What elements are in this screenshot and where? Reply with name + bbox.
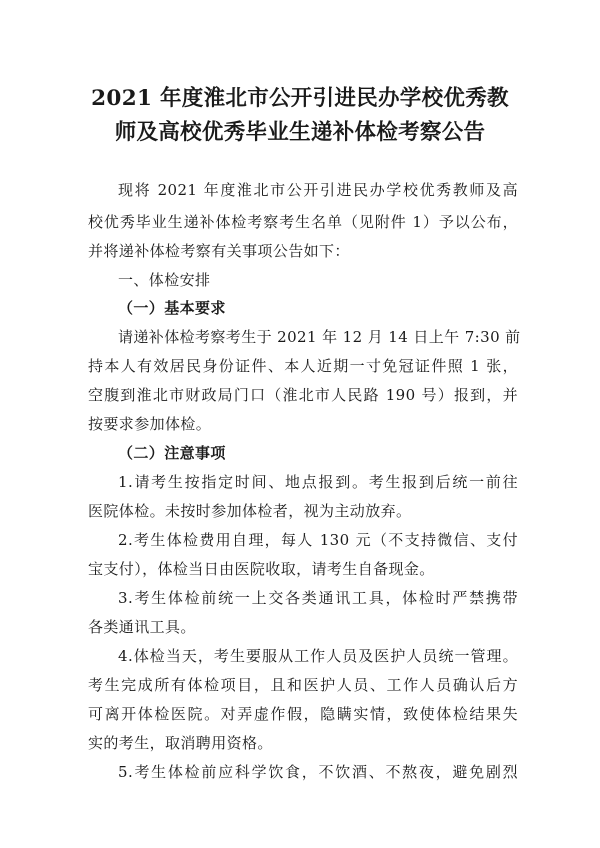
notes-line-8: 考生完成所有体检项目，且和医护人员、工作人员确认后方 — [88, 676, 518, 694]
intro-paragraph-line-2: 校优秀毕业生递补体检考察考生名单（见附件 1）予以公布， — [88, 213, 518, 231]
notes-line-2: 医院体检。未按时参加体检者，视为主动放弃。 — [88, 502, 412, 520]
notes-line-7: 4.体检当天，考生要服从工作人员及医护人员统一管理。 — [118, 647, 518, 665]
notes-line-1: 1.请考生按指定时间、地点报到。考生报到后统一前往 — [118, 473, 518, 491]
notes-line-3: 2.考生体检费用自理，每人 130 元（不支持微信、支付 — [118, 531, 518, 549]
notes-line-4: 宝支付），体检当日由医院收取，请考生自备现金。 — [88, 560, 435, 578]
section-1-heading: 一、体检安排 — [118, 271, 211, 289]
basic-requirements-line-4: 按要求参加体检。 — [88, 415, 212, 433]
notes-line-11: 5.考生体检前应科学饮食，不饮酒、不熬夜，避免剧烈 — [118, 763, 518, 781]
intro-paragraph-line-1: 现将 2021 年度淮北市公开引进民办学校优秀教师及高 — [118, 181, 518, 199]
notes-line-9: 可离开体检医院。对弄虚作假，隐瞒实情，致使体检结果失 — [88, 705, 518, 723]
notes-line-5: 3.考生体检前统一上交各类通讯工具，体检时严禁携带 — [118, 589, 518, 607]
basic-requirements-line-1: 请递补体检考察考生于 2021 年 12 月 14 日上午 7:30 前 — [118, 328, 521, 346]
subsection-1-heading: （一）基本要求 — [118, 299, 226, 317]
basic-requirements-line-2: 持本人有效居民身份证件、本人近期一寸免冠证件照 1 张， — [88, 357, 518, 375]
basic-requirements-line-3: 空腹到淮北市财政局门口（淮北市人民路 190 号）报到，并 — [88, 386, 518, 404]
notes-line-6: 各类通讯工具。 — [88, 618, 196, 636]
intro-paragraph-line-3: 并将递补体检考察有关事项公告如下： — [88, 242, 350, 260]
document-title-line-2: 师及高校优秀毕业生递补体检考察公告 — [114, 120, 486, 145]
document-title-line-1: 2021 年度淮北市公开引进民办学校优秀教 — [91, 86, 509, 111]
subsection-2-heading: （二）注意事项 — [118, 444, 226, 462]
notes-line-10: 实的考生，取消聘用资格。 — [88, 734, 273, 752]
